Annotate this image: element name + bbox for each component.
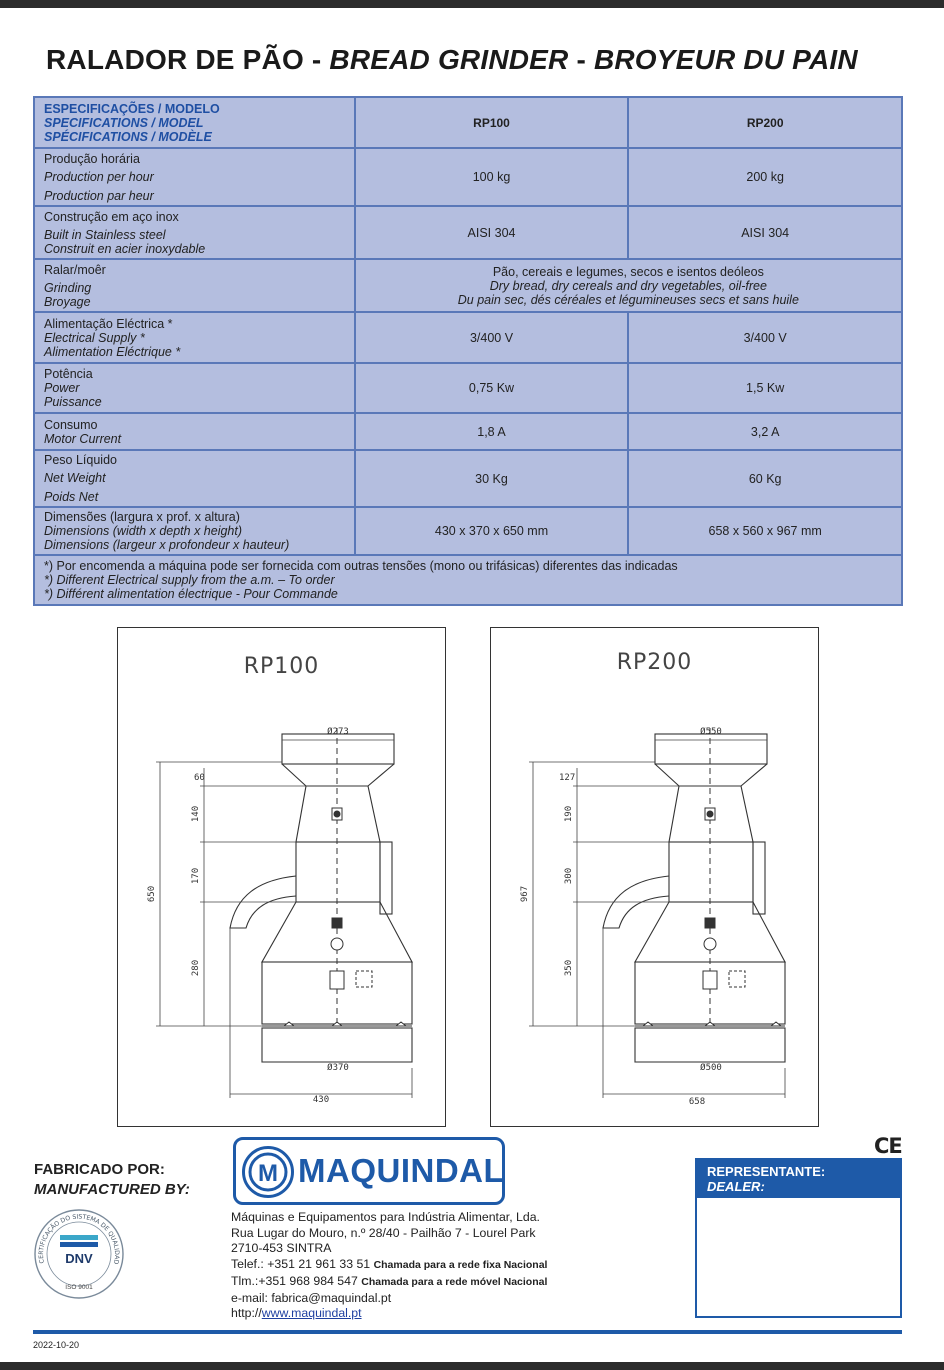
row-label	[34, 206, 355, 259]
table-row	[34, 206, 902, 259]
row-label	[34, 450, 355, 507]
value-rp200: 658 x 560 x 967 mm	[628, 507, 902, 555]
maquindal-logo	[233, 1137, 505, 1205]
label-en: Production per hour	[44, 169, 154, 184]
specifications-table	[33, 96, 903, 606]
ce-mark: CE	[874, 1134, 902, 1158]
header-fr: SPÉCIFICATIONS / MODÈLE	[44, 129, 212, 144]
label-fr: Poids Net	[44, 490, 99, 504]
value-rp100: 1,8 A	[355, 413, 629, 450]
label-fr: Alimentation Eléctrique *	[44, 344, 181, 359]
drawing-title: RP200	[616, 650, 693, 675]
model-rp100: RP100	[355, 97, 629, 148]
row-label	[34, 363, 355, 413]
web-prefix: http://	[231, 1306, 262, 1321]
label-pt: Peso Líquido	[44, 453, 117, 467]
logo-mark-icon	[242, 1146, 294, 1198]
dim-seg3: 300	[564, 867, 574, 885]
company-name: Máquinas e Equipamentos para Indústria Alimentar, Lda.	[231, 1210, 540, 1224]
dim-top-diameter: Ø273	[327, 727, 349, 737]
note-fr: *) Différent alimentation électrique - Pour Commande	[44, 587, 338, 601]
label-pt: Ralar/moêr	[44, 262, 106, 277]
row-label	[34, 507, 355, 555]
dim-base-diameter: Ø370	[327, 1063, 349, 1073]
cert-standard: ISO 9001	[65, 1284, 93, 1291]
value-en: Dry bread, dry cereals and dry vegetables, oil-free	[489, 278, 767, 293]
drawing-title: RP100	[243, 654, 320, 679]
dim-height: 967	[520, 885, 530, 903]
footer-rule	[33, 1330, 902, 1334]
table-row	[34, 413, 902, 450]
dnv-certification-seal	[30, 1205, 128, 1303]
table-row	[34, 148, 902, 206]
value-rp200: 3/400 V	[628, 312, 902, 363]
drawing-rp100	[117, 627, 446, 1127]
label-pt: Alimentação Eléctrica *	[44, 316, 173, 331]
note-cell	[34, 555, 902, 605]
title-en: BREAD GRINDER	[329, 44, 569, 75]
value-rp200: 3,2 A	[628, 413, 902, 450]
label-en: Dimensions (width x depth x height)	[44, 524, 243, 538]
value-rp200: AISI 304	[628, 206, 902, 259]
value-rp100: 0,75 Kw	[355, 363, 629, 413]
phone-note: Chamada para a rede fixa Nacional	[373, 1259, 548, 1272]
value-rp200: 60 Kg	[628, 450, 902, 507]
dim-width: 430	[312, 1095, 330, 1105]
cert-ring-text: CERTIFICAÇÃO DO SISTEMA DE QUALIDAD	[37, 1213, 121, 1265]
dim-top-diameter: Ø550	[700, 727, 722, 737]
label-pt: Potência	[44, 367, 93, 381]
row-label	[34, 413, 355, 450]
value-rp100: 30 Kg	[355, 450, 629, 507]
header-en: SPECIFICATIONS / MODEL	[44, 115, 204, 130]
dim-seg1: 60	[194, 773, 205, 783]
note-en: *) Different Electrical supply from the a.m. – To order	[44, 573, 335, 587]
row-label	[34, 148, 355, 206]
manufacturer-en: MANUFACTURED BY:	[34, 1181, 190, 1198]
company-info	[231, 1210, 547, 1322]
value-fr: Du pain sec, dés céréales et légumineuses secs et sans huile	[457, 292, 799, 307]
label-en: Built in Stainless steel	[44, 227, 166, 242]
title-fr: BROYEUR DU PAIN	[593, 44, 858, 75]
label-pt: Construção em aço inox	[44, 209, 179, 224]
label-en: Grinding	[44, 280, 92, 295]
label-fr: Production par heur	[44, 188, 154, 203]
mobile-number: Tlm.:+351 968 984 547	[231, 1273, 362, 1288]
label-en: Electrical Supply *	[44, 330, 145, 345]
mobile-note: Chamada para a rede móvel Nacional	[361, 1275, 548, 1288]
label-fr: Puissance	[44, 395, 102, 409]
label-en: Power	[44, 381, 80, 395]
value-rp100: 100 kg	[355, 148, 629, 206]
value-pt: Pão, cereais e legumes, secos e isentos deóleos	[492, 264, 764, 279]
row-label	[34, 312, 355, 363]
header-label-cell	[34, 97, 355, 148]
label-en: Motor Current	[44, 431, 122, 446]
company-address-line1: Rua Lugar do Mouro, n.º 28/40 - Pailhão 7 - Lourel Park	[231, 1225, 536, 1240]
value-rp200: 1,5 Kw	[628, 363, 902, 413]
dim-seg4: 350	[564, 959, 574, 977]
label-pt: Consumo	[44, 417, 98, 432]
dim-base-diameter: Ø500	[700, 1063, 722, 1073]
table-row	[34, 363, 902, 413]
logo-text: MAQUINDAL	[298, 1152, 505, 1189]
value-rp200: 200 kg	[628, 148, 902, 206]
dealer-header	[697, 1160, 900, 1198]
row-label	[34, 259, 355, 312]
company-phone	[231, 1257, 547, 1274]
value-rp100: 3/400 V	[355, 312, 629, 363]
company-website	[231, 1306, 547, 1322]
company-address-line2: 2710-453 SINTRA	[231, 1241, 332, 1256]
website-link[interactable]: www.maquindal.pt	[261, 1306, 362, 1321]
model-rp200: RP200	[628, 97, 902, 148]
rp100-technical-drawing	[118, 628, 447, 1128]
dim-seg2: 190	[564, 805, 574, 823]
dim-seg2: 140	[191, 805, 201, 823]
dim-seg4: 280	[191, 959, 201, 977]
company-email: e-mail: fabrica@maquindal.pt	[231, 1290, 392, 1305]
top-border	[0, 0, 944, 8]
label-en: Net Weight	[44, 471, 106, 485]
rp200-technical-drawing	[491, 628, 820, 1128]
document-date: 2022-10-20	[33, 1340, 80, 1350]
dim-seg3: 170	[191, 867, 201, 885]
table-row	[34, 312, 902, 363]
label-pt: Dimensões (largura x prof. x altura)	[44, 510, 240, 524]
value-rp100: 430 x 370 x 650 mm	[355, 507, 629, 555]
label-fr: Broyage	[44, 294, 91, 309]
company-mobile	[231, 1274, 547, 1291]
dealer-box	[695, 1158, 902, 1318]
dim-width: 658	[688, 1097, 706, 1107]
title-pt: RALADOR DE PÃO -	[46, 44, 330, 75]
manufacturer-label	[34, 1160, 190, 1200]
manufacturer-pt: FABRICADO POR:	[34, 1161, 165, 1178]
table-header-row	[34, 97, 902, 148]
table-row	[34, 259, 902, 312]
header-pt: ESPECIFICAÇÕES / MODELO	[44, 101, 220, 116]
label-fr: Dimensions (largeur x profondeur x hauteur)	[44, 538, 290, 552]
phone-number: Telef.: +351 21 961 33 51	[231, 1257, 374, 1272]
table-row	[34, 507, 902, 555]
dim-height: 650	[147, 885, 157, 903]
dealer-pt: REPRESENTANTE:	[707, 1164, 826, 1179]
label-fr: Construit en acier inoxydable	[44, 241, 206, 256]
label-pt: Produção horária	[44, 151, 140, 166]
dealer-en: DEALER:	[707, 1179, 765, 1194]
note-pt: *) Por encomenda a máquina pode ser fornecida com outras tensões (mono ou trifásicas) diferentes das indicadas	[44, 559, 678, 573]
drawing-rp200	[490, 627, 819, 1127]
title-sep: -	[568, 44, 594, 75]
bottom-border	[0, 1362, 944, 1370]
dim-seg1: 127	[559, 773, 576, 783]
page-title	[46, 44, 858, 76]
value-both-models	[355, 259, 902, 312]
cert-org: DNV	[65, 1251, 93, 1266]
value-rp100: AISI 304	[355, 206, 629, 259]
table-row	[34, 450, 902, 507]
logo-mark-letter: M	[258, 1160, 278, 1187]
table-note-row	[34, 555, 902, 605]
